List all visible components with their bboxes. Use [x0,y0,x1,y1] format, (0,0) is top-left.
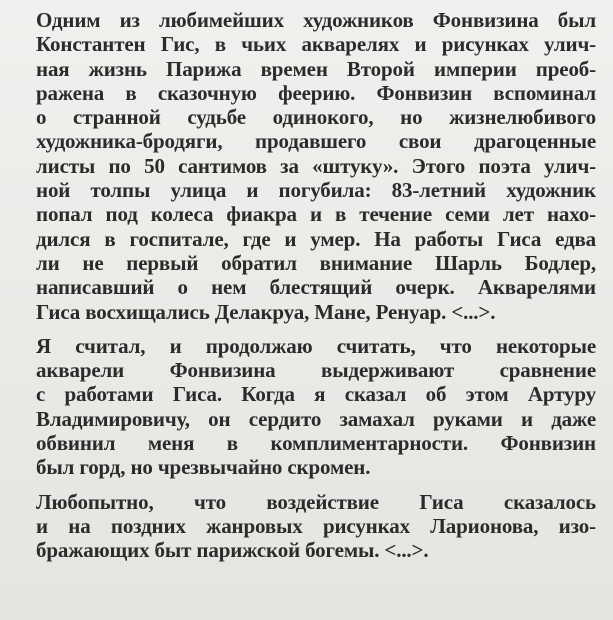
text-line: ражена в сказочную феерию. Фонвизин вспоминал [36,80,596,105]
text-line: и на поздних жанровых рисунках Ларионова, изо- [36,513,596,538]
text-line: был горд, но чрезвычайно скромен. [36,455,371,480]
text-line: ная жизнь Парижа времен Второй империи преоб- [36,56,596,81]
text-body [36,8,596,573]
text-line: обвинил меня в комплиментарности. Фонвизин [36,431,596,456]
text-line: художника-бродяги, продавшего свои драгоценные [36,129,596,154]
text-line: Константен Гис, в чьих акварелях и рисунках улич- [36,32,596,57]
text-line: Любопытно, что воздействие Гиса сказалось [36,489,596,514]
text-line: Одним из любимейших художников Фонвизина был [36,8,596,32]
text-line: попал под колеса фиакра и в течение семи лет нахо- [36,202,596,227]
text-line: ли не первый обратил внимание Шарль Бодлер, [36,250,596,275]
paragraph-1 [36,8,596,324]
text-line: листы по 50 сантимов за «штуку». Этого поэта улич- [36,153,596,178]
paragraph-2 [36,334,596,480]
text-line: дился в госпитале, где и умер. На работы Гиса едва [36,226,596,251]
text-line: с работами Гиса. Когда я сказал об этом Артуру [36,382,596,407]
text-line: Я считал, и продолжаю считать, что некоторые [36,333,596,358]
text-line: акварели Фонвизина выдерживают сравнение [36,358,596,383]
text-line: написавший о нем блестящий очерк. Акварелями [36,275,596,300]
paragraph-3 [36,490,596,563]
text-line: о странной судьбе одинокого, но жизнелюбивого [36,105,596,130]
text-line: бражающих быт парижской богемы. <...>. [36,538,429,563]
text-line: ной толпы улица и погубила: 83-летний художник [36,178,596,203]
text-line: Гиса восхищались Делакруа, Мане, Ренуар. <...>. [36,299,496,324]
text-line: Владимировичу, он сердито замахал руками и даже [36,406,596,431]
